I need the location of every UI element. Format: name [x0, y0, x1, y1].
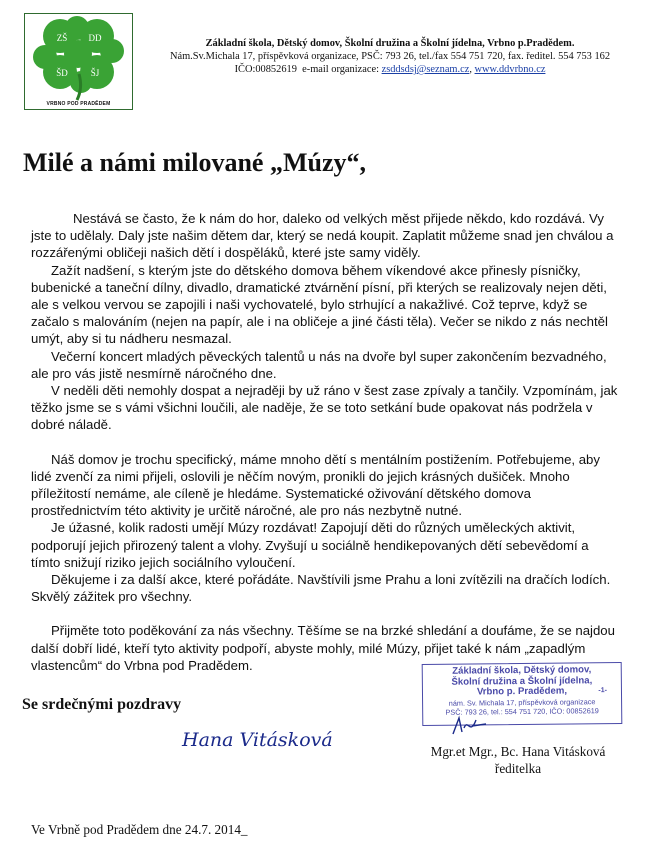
letterhead-line3: IČO:00852619 e-mail organizace: zsddsdsj@seznam.cz, www.ddvrbno.cz: [234, 64, 546, 75]
letter-body: [31, 210, 621, 674]
stamp-line2: Školní družina a Školní jídelna,: [451, 674, 593, 688]
email-label: e-mail organizace:: [302, 64, 379, 75]
stamp-line5: PSČ: 793 26, tel.: 554 751 720, IČO: 00852619: [445, 705, 599, 717]
stamp-line1: Základní škola, Dětský domov,: [452, 664, 592, 677]
letterhead-text: [140, 37, 640, 76]
letter-title: Milé a námi milované „Múzy“,: [23, 148, 367, 177]
paragraph-1: Nestává se často, že k nám do hor, daleko od velkých měst přijede někdo, kdo rozdává. Vy jste to udělaly. Daly jste našim dětem dar, který se nedá koupit. Zaplatit můžeme snad jen chválou a rozzářenými obličeji našich dětí i dospěláků, které jste samy viděly.: [31, 211, 614, 261]
logo-caption: VRBNO POD PRADĚDEM: [46, 101, 111, 107]
handwritten-signature-text: Hana Vitásková: [182, 729, 333, 751]
logo-letter-sd: ŠD: [56, 68, 68, 78]
four-leaf-clover-icon: [25, 14, 132, 109]
signer-name: Mgr.et Mgr., Bc. Hana Vitásková: [430, 744, 606, 759]
paragraph-8: Přijměte toto poděkování za nás všechny. Těšíme se na brzké shledání a doufáme, že se najdou další dobří lidé, kteří tyto aktivity podpoří, abyste mohly, milé Múzy, přijet také k nám „zapadlým vlastencům“ do Vrbna pod Pradědem.: [31, 623, 615, 673]
stamp-line3: Vrbno p. Pradědem, -1-: [476, 685, 608, 698]
initials-scribble: [450, 714, 490, 738]
logo-letter-sj: ŠJ: [90, 68, 100, 78]
letter-date: Ve Vrbně pod Pradědem dne 24.7. 2014_: [31, 822, 248, 837]
signer-role: ředitelka: [494, 761, 542, 776]
web-link[interactable]: www.ddvrbno.cz: [474, 64, 546, 75]
closing-regards: Se srdečnými pozdravy: [22, 696, 182, 713]
school-logo: [24, 13, 133, 110]
paragraph-7: Děkujeme i za další akce, které pořádáte. Navštívili jsme Prahu a loni zvítězili na dračích lodích. Skvělý zážitek pro všechny.: [31, 572, 611, 605]
handwritten-signature: [180, 722, 350, 756]
stamp-mark: -1-: [598, 687, 608, 695]
paragraph-4: V neděli děti nemohly dospat a nejraději by už ráno v šest zase zpívaly a tančily. Vzpomínám, jak těžko jsme se s vámi všichni loučili, ale naděje, že se toto setkání bude opakovat nás podrželа v dobré náladě.: [31, 383, 618, 433]
paragraph-3: Večerní koncert mladých pěveckých talentů u nás na dvoře byl super zakončením bezvadného, ale pro vás jistě nesmírně náročného dne.: [31, 348, 607, 381]
signer-block: [393, 743, 643, 777]
paragraph-5: Náš domov je trochu specifický, máme mnoho dětí s mentálním postižením. Potřebujeme, aby lidé zvenčí za nimi přijeli, oslovili je něčím novým, pronikli do jejich krásných dušiček. Mnoho příležitostí nemáme, ale cíleně je hledáme. Systematické oživování dětského domova prostřednictvím této aktivity je určitě náročné, ale pro nás nezbytně nutné.: [31, 451, 600, 519]
email-link[interactable]: zsddsdsj@seznam.cz: [381, 64, 470, 75]
logo-letter-zs: ZŠ: [56, 33, 68, 43]
ico: IČO:00852619: [234, 64, 297, 75]
letterhead-line1: Základní škola, Dětský domov, Školní družina a Školní jídelna, Vrbno p.Pradědem.: [205, 38, 575, 49]
logo-letter-dd: DD: [88, 33, 102, 43]
paragraph-6: Je úžasné, kolik radosti umějí Múzy rozdávat! Zapojují děti do různých uměleckých aktivit, podporují jejich přirozený talent a vlohy. Zvyšují u sociálně hendikepovaných dětí sebevědomí a tímto snižují riziko jejich sociálního vyloučení.: [31, 520, 589, 570]
paragraph-2: Zažít nadšení, s kterým jste do dětského domova během víkendové akce přinesly písničky, bubenické a taneční dílny, divadlo, dramatické ztvárnění písní, při kterých se realizovaly nejen děti, ale s velkou vervou se zapojili i naši vychovatelé, bylo strhující a nakažlivé. Což teprve, když se začalo s malováním (nejen na papír, ale i na obličeje a jiné části těla). Večer se nikdo z nás nechtěl umýt, aby si tu nádheru nesmazal.: [31, 262, 608, 347]
letterhead-line2: Nám.Sv.Michala 17, příspěvková organizace, PSČ: 793 26, tel./fax 554 751 720, fax. ředitel. 554 753 162: [169, 51, 611, 62]
stamp-line4: nám. Sv. Michala 17, příspěvková organizace: [448, 697, 596, 708]
